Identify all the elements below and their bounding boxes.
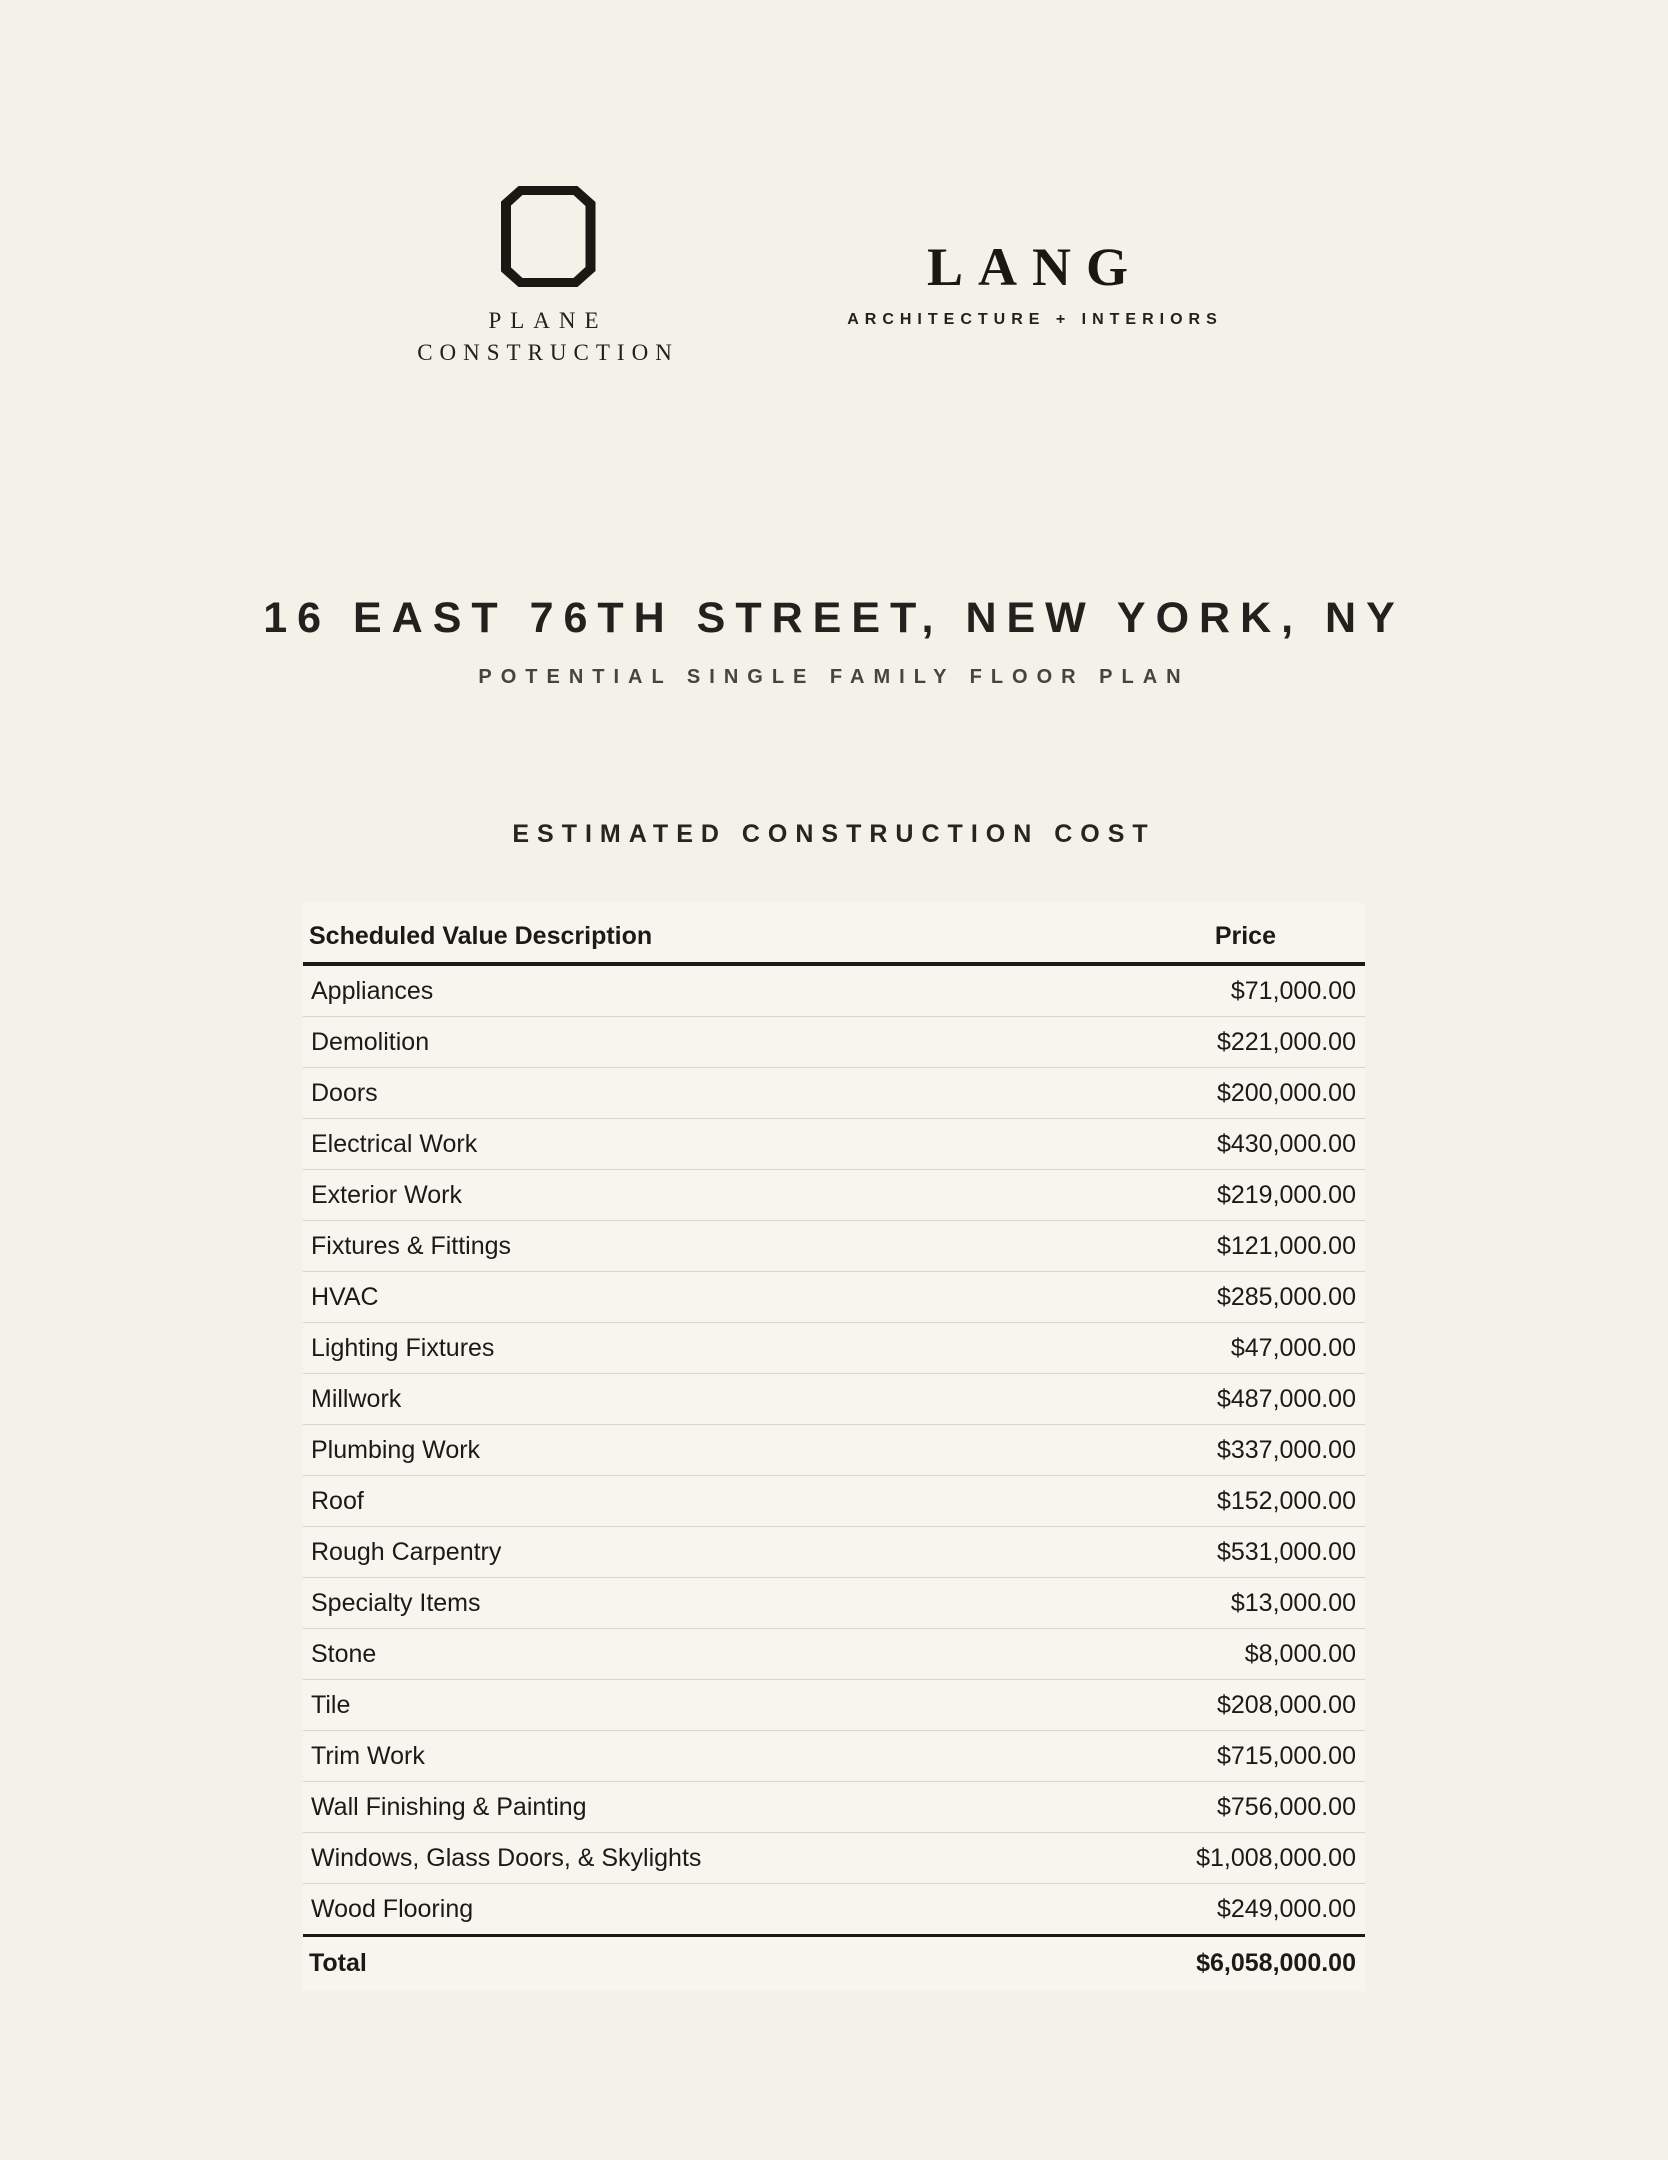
row-description: Wood Flooring xyxy=(303,1884,1049,1936)
table-row xyxy=(303,1272,1365,1323)
table-row xyxy=(303,1323,1365,1374)
cost-table-header xyxy=(303,903,1365,964)
cost-table-footer xyxy=(303,1936,1365,1992)
row-price: $756,000.00 xyxy=(1049,1782,1365,1833)
row-description: Demolition xyxy=(303,1017,1049,1068)
table-row xyxy=(303,964,1365,1017)
section-heading: ESTIMATED CONSTRUCTION COST xyxy=(512,820,1156,848)
row-description: Doors xyxy=(303,1068,1049,1119)
header-row xyxy=(303,903,1365,964)
table-row xyxy=(303,1731,1365,1782)
table-row xyxy=(303,1527,1365,1578)
table-row xyxy=(303,1119,1365,1170)
total-label: Total xyxy=(309,1949,367,1977)
row-description: Plumbing Work xyxy=(303,1425,1049,1476)
plane-logo-line2: CONSTRUCTION xyxy=(417,340,679,365)
table-row xyxy=(303,1017,1365,1068)
row-description: Appliances xyxy=(303,964,1049,1017)
table-row xyxy=(303,1680,1365,1731)
row-price: $487,000.00 xyxy=(1049,1374,1365,1425)
page-title: 16 EAST 76TH STREET, NEW YORK, NY xyxy=(263,594,1405,642)
table-row xyxy=(303,1425,1365,1476)
row-price: $249,000.00 xyxy=(1049,1884,1365,1936)
cost-table xyxy=(303,903,1365,1991)
plane-construction-mark-inner xyxy=(511,195,586,278)
cost-table-grid xyxy=(303,903,1365,1991)
row-price: $219,000.00 xyxy=(1049,1170,1365,1221)
row-price: $152,000.00 xyxy=(1049,1476,1365,1527)
table-row xyxy=(303,1476,1365,1527)
total-price: $6,058,000.00 xyxy=(1196,1949,1356,1977)
row-description: Wall Finishing & Painting xyxy=(303,1782,1049,1833)
page-subtitle: POTENTIAL SINGLE FAMILY FLOOR PLAN xyxy=(478,666,1190,688)
row-description: Trim Work xyxy=(303,1731,1049,1782)
row-price: $47,000.00 xyxy=(1049,1323,1365,1374)
row-price: $71,000.00 xyxy=(1049,964,1365,1017)
row-description: Exterior Work xyxy=(303,1170,1049,1221)
row-price: $208,000.00 xyxy=(1049,1680,1365,1731)
column-header-description: Scheduled Value Description xyxy=(303,903,1049,964)
row-description: Millwork xyxy=(303,1374,1049,1425)
row-price: $531,000.00 xyxy=(1049,1527,1365,1578)
row-price: $285,000.00 xyxy=(1049,1272,1365,1323)
row-description: Stone xyxy=(303,1629,1049,1680)
plane-construction-mark-icon xyxy=(501,186,596,287)
row-description: Electrical Work xyxy=(303,1119,1049,1170)
row-description: Tile xyxy=(303,1680,1049,1731)
row-price: $200,000.00 xyxy=(1049,1068,1365,1119)
table-row xyxy=(303,1833,1365,1884)
row-description: Rough Carpentry xyxy=(303,1527,1049,1578)
lang-logo-name: LANG xyxy=(926,237,1143,297)
row-price: $715,000.00 xyxy=(1049,1731,1365,1782)
table-row xyxy=(303,1374,1365,1425)
table-row xyxy=(303,1884,1365,1936)
table-row xyxy=(303,1221,1365,1272)
row-description: Roof xyxy=(303,1476,1049,1527)
total-row xyxy=(303,1936,1365,1992)
lang-logo xyxy=(820,237,1250,330)
row-description: Windows, Glass Doors, & Skylights xyxy=(303,1833,1049,1884)
table-row xyxy=(303,1782,1365,1833)
plane-construction-logo xyxy=(408,186,688,367)
row-description: Specialty Items xyxy=(303,1578,1049,1629)
row-description: HVAC xyxy=(303,1272,1049,1323)
cost-table-body xyxy=(303,964,1365,1936)
plane-logo-line1: PLANE xyxy=(488,308,608,333)
row-price: $337,000.00 xyxy=(1049,1425,1365,1476)
lang-logo-tagline: ARCHITECTURE + INTERIORS xyxy=(847,311,1223,328)
row-description: Fixtures & Fittings xyxy=(303,1221,1049,1272)
row-price: $1,008,000.00 xyxy=(1049,1833,1365,1884)
row-price: $430,000.00 xyxy=(1049,1119,1365,1170)
row-description: Lighting Fixtures xyxy=(303,1323,1049,1374)
table-row xyxy=(303,1629,1365,1680)
table-row xyxy=(303,1068,1365,1119)
table-row xyxy=(303,1170,1365,1221)
column-header-price: Price xyxy=(1049,903,1365,964)
row-price: $13,000.00 xyxy=(1049,1578,1365,1629)
row-price: $8,000.00 xyxy=(1049,1629,1365,1680)
table-row xyxy=(303,1578,1365,1629)
row-price: $221,000.00 xyxy=(1049,1017,1365,1068)
row-price: $121,000.00 xyxy=(1049,1221,1365,1272)
